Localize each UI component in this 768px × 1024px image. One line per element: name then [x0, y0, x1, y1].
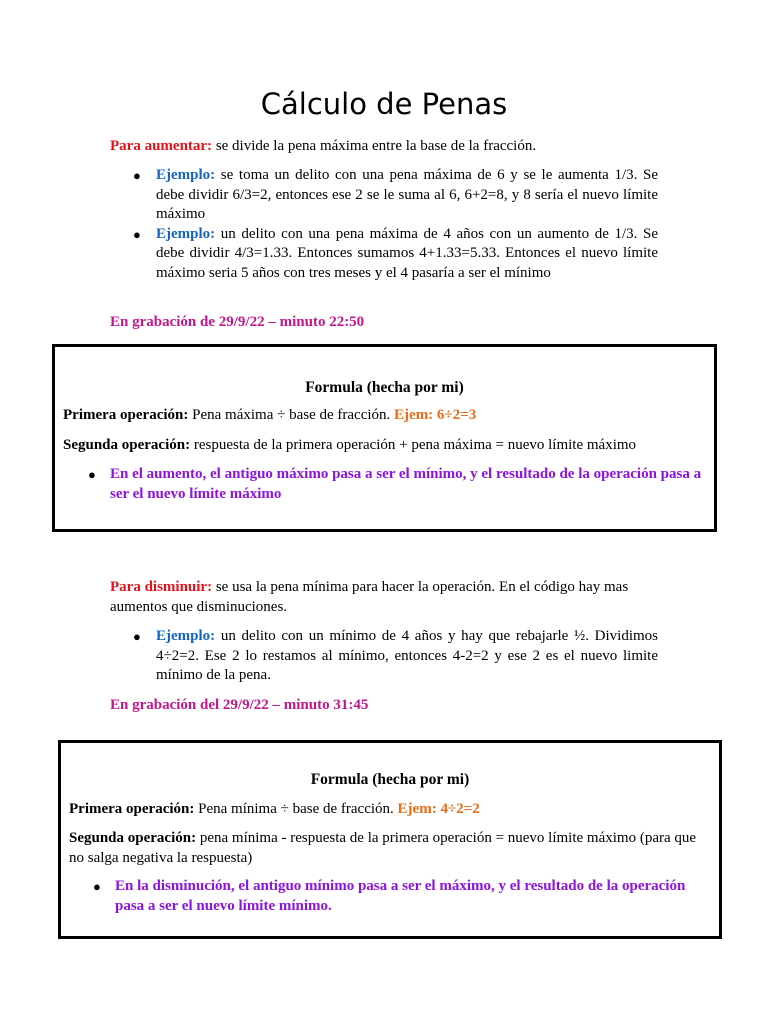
- list-item: [133, 225, 658, 284]
- second-operation-text: pena mínima - respuesta de la primera operación = nuevo límite máximo (para que no salga negativa la respuesta): [69, 830, 697, 866]
- bullet-icon: ●: [133, 629, 141, 644]
- formula-box-aumento: [52, 344, 717, 532]
- first-operation-example: Ejem: 4÷2=2: [397, 801, 480, 817]
- formula-title: Formula (hecha por mi): [305, 379, 464, 396]
- disminuir-label: Para disminuir:: [110, 579, 213, 595]
- formula-title: Formula (hecha por mi): [310, 771, 470, 788]
- bullet-icon: ●: [133, 168, 141, 183]
- example-text: se toma un delito con una pena máxima de 6 y se le aumenta 1/3. Se debe dividir 6/3=2, entonces ese 2 se le suma al 6, 6+2=8, y 8 sería el nuevo límite máximo: [156, 167, 658, 222]
- first-operation-label: Primera operación:: [63, 407, 189, 423]
- second-operation-label: Segunda operación:: [69, 830, 197, 846]
- first-operation-example: Ejem: 6÷2=3: [394, 407, 477, 423]
- example-text: un delito con una pena máxima de 4 años con un aumento de 1/3. Se debe dividir 4/3=1.33. Entonces sumamos 4+1.33=5.33. Entonces el nuevo límite máximo seria 5 años con tres meses y el 4 pasaría a ser el mínimo: [156, 225, 658, 281]
- first-operation-label: Primera operación:: [69, 801, 195, 817]
- first-operation: [63, 406, 703, 426]
- first-operation-text: Pena máxima ÷ base de fracción.: [188, 407, 395, 423]
- bullet-icon: ●: [133, 226, 141, 242]
- page-title: Cálculo de Penas: [260, 87, 508, 121]
- bullet-icon: ●: [88, 467, 96, 482]
- second-operation-label: Segunda operación:: [63, 437, 191, 453]
- second-operation-text: respuesta de la primera operación + pena máxima = nuevo límite máximo: [190, 437, 637, 453]
- disminuir-examples: [133, 627, 658, 686]
- formula-note-text: En el aumento, el antiguo máximo pasa a ser el mínimo, y el resultado de la operación pasa a ser el nuevo límite máximo: [110, 466, 702, 502]
- first-operation-text: Pena mínima ÷ base de fracción.: [194, 801, 398, 817]
- list-item: [133, 166, 658, 225]
- aumentar-recording-note: En grabación de 29/9/22 – minuto 22:50: [110, 314, 365, 330]
- disminuir-paragraph: [110, 578, 658, 617]
- aumentar-text: se divide la pena máxima entre la base de la fracción.: [212, 138, 537, 154]
- disminuir-text: se usa la pena mínima para hacer la operación. En el código hay mas aumentos que disminuciones.: [110, 579, 629, 615]
- aumentar-label: Para aumentar:: [110, 138, 213, 154]
- example-text: un delito con un mínimo de 4 años y hay que rebajarle ½. Dividimos 4÷2=2. Ese 2 lo restamos al mínimo, entonces 4-2=2 y ese 2 es el nuevo limite mínimo de la pena.: [156, 628, 658, 683]
- list-item: [133, 627, 658, 686]
- example-label: Ejemplo:: [156, 225, 216, 242]
- formula-note-text: En la disminución, el antiguo mínimo pasa a ser el máximo, y el resultado de la operación pasa a ser el nuevo límite mínimo.: [115, 878, 686, 914]
- aumentar-examples: [133, 166, 658, 283]
- formula-box-disminucion: [58, 740, 722, 939]
- bullet-icon: ●: [93, 879, 101, 894]
- aumentar-paragraph: [110, 137, 658, 157]
- first-operation: [69, 800, 709, 820]
- example-label: Ejemplo:: [156, 628, 216, 644]
- second-operation: [69, 829, 709, 868]
- second-operation: [63, 436, 703, 456]
- disminuir-recording-note: En grabación del 29/9/22 – minuto 31:45: [110, 697, 369, 713]
- example-label: Ejemplo:: [156, 167, 216, 183]
- formula-note: [88, 465, 710, 504]
- formula-note: [93, 877, 695, 916]
